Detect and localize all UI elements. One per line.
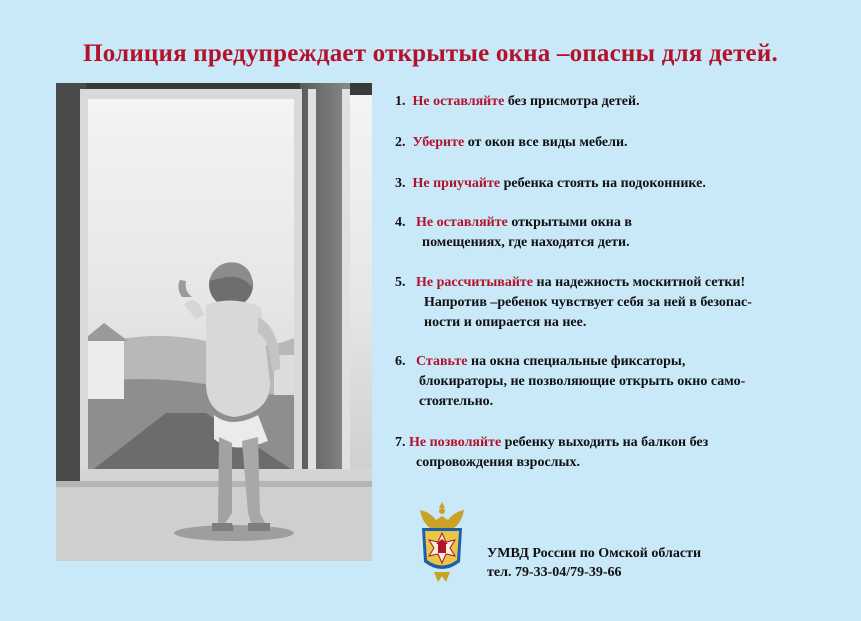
rule-number: 3. bbox=[395, 176, 406, 191]
rule-text: без присмотра детей. bbox=[504, 94, 640, 109]
rule-text: ребенку выходить на балкон без bbox=[501, 435, 709, 450]
rule-continuation: стоятельно. bbox=[419, 394, 494, 409]
rule-number: 5. bbox=[395, 275, 406, 290]
rule-continuation: сопровождения взрослых. bbox=[416, 455, 580, 470]
rule-continuation: ности и опирается на нее. bbox=[424, 315, 587, 330]
rule-highlight: Не приучайте bbox=[412, 176, 501, 191]
rule-item bbox=[395, 174, 706, 194]
rule-item bbox=[395, 273, 752, 333]
rule-highlight: Уберите bbox=[412, 135, 465, 150]
page-title: Полиция предупреждает открытые окна –опасны для детей. bbox=[83, 40, 778, 67]
rule-highlight: Не рассчитывайте bbox=[416, 275, 534, 290]
child-at-window-photo bbox=[56, 83, 372, 561]
rule-text: на надежность москитной сетки! bbox=[533, 275, 746, 290]
police-emblem bbox=[414, 498, 470, 588]
rule-highlight: Ставьте bbox=[416, 354, 468, 369]
rule-item bbox=[395, 92, 640, 112]
rule-item bbox=[395, 352, 745, 412]
rule-text: на окна специальные фиксаторы, bbox=[467, 354, 686, 369]
rule-continuation: Напротив –ребенок чувствует себя за ней в безопас- bbox=[424, 295, 752, 310]
rule-number: 7. bbox=[395, 435, 406, 450]
rule-highlight: Не позволяйте bbox=[409, 435, 502, 450]
rule-number: 1. bbox=[395, 94, 406, 109]
organization-phone: тел. 79-33-04/79-39-66 bbox=[487, 565, 622, 580]
rule-continuation: помещениях, где находятся дети. bbox=[422, 235, 630, 250]
organization-contacts bbox=[487, 544, 701, 582]
rule-text: открытыми окна в bbox=[507, 215, 632, 230]
rule-number: 4. bbox=[395, 215, 406, 230]
rule-number: 6. bbox=[395, 354, 406, 369]
rule-item bbox=[395, 213, 632, 253]
rule-number: 2. bbox=[395, 135, 406, 150]
rule-item bbox=[395, 433, 708, 473]
rule-continuation: блокираторы, не позволяющие открыть окно само- bbox=[419, 374, 746, 389]
rule-text: ребенка стоять на подоконнике. bbox=[500, 176, 706, 191]
rule-text: от окон все виды мебели. bbox=[464, 135, 628, 150]
organization-name: УМВД России по Омской области bbox=[487, 546, 702, 561]
rule-highlight: Не оставляйте bbox=[416, 215, 508, 230]
rule-item bbox=[395, 133, 628, 153]
rule-highlight: Не оставляйте bbox=[412, 94, 505, 109]
